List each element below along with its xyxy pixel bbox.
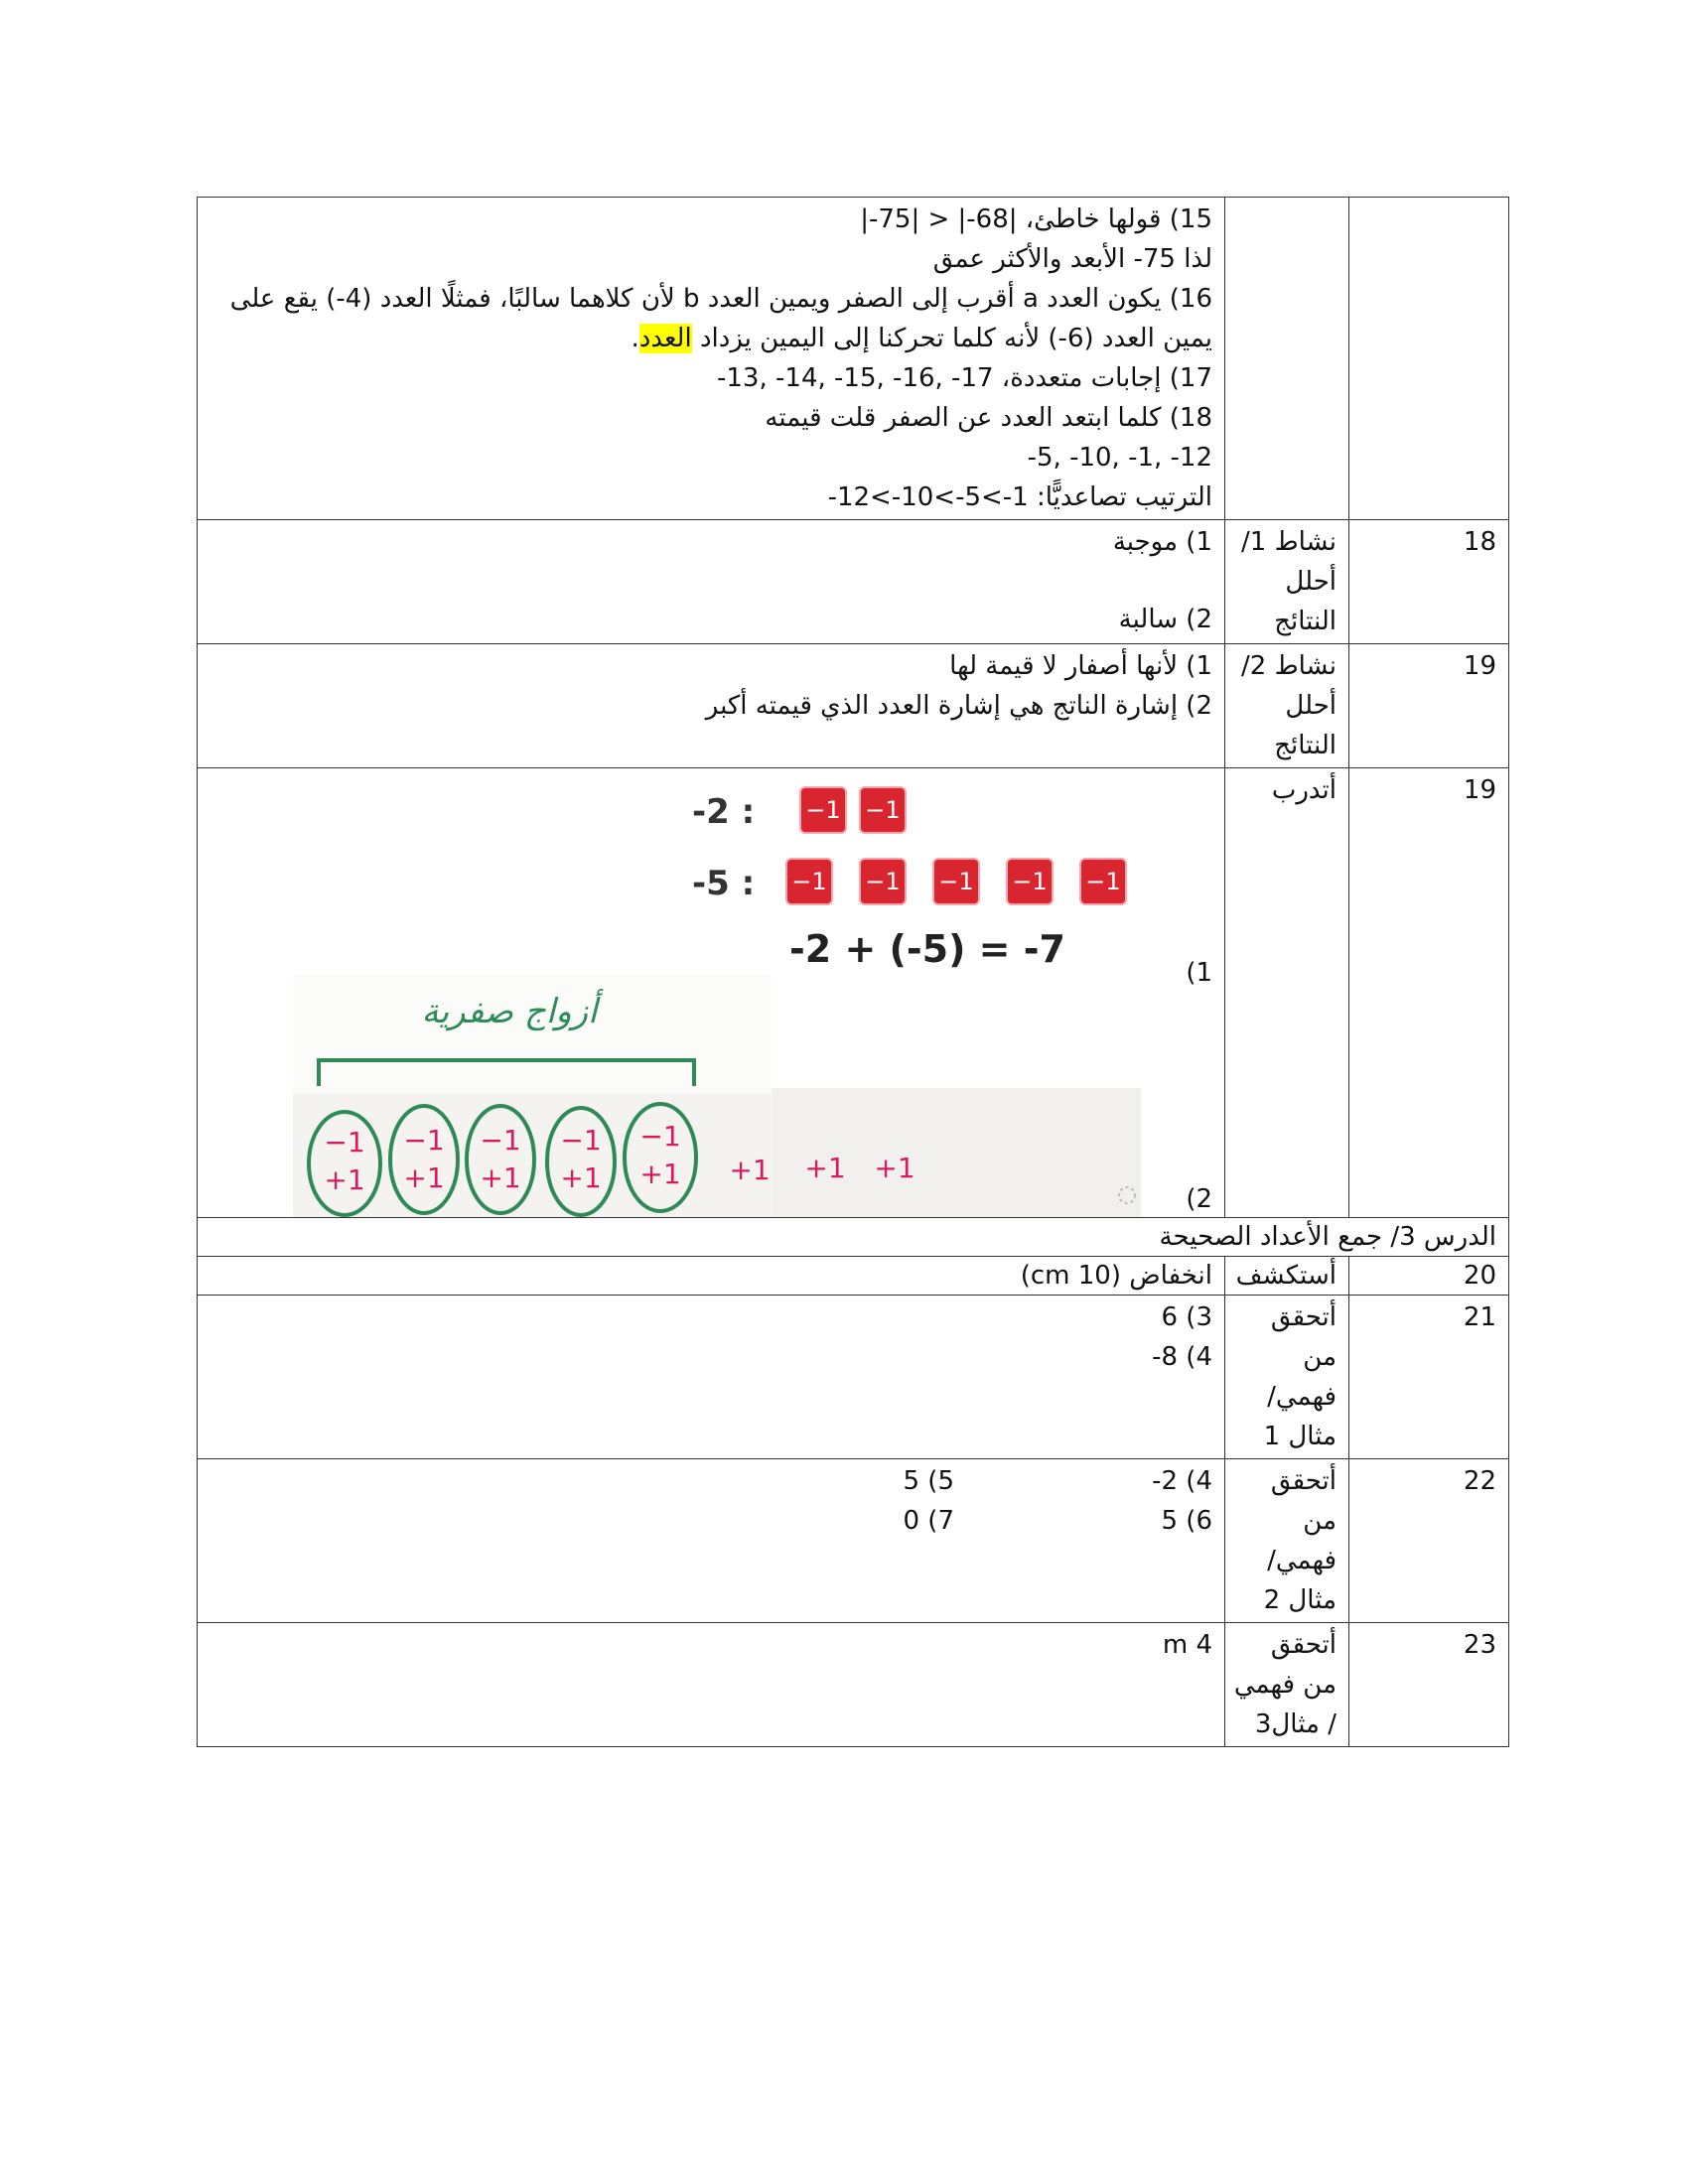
row-number: 20 — [1349, 1257, 1509, 1296]
table-row — [198, 1623, 1509, 1747]
activity-label: أحلل — [1285, 567, 1336, 597]
handwritten-title: أزواج صفرية — [421, 992, 598, 1031]
activity-label: أستكشف — [1235, 1261, 1336, 1291]
negative-tile: −1 — [1081, 860, 1125, 903]
pair-positive: +1 — [639, 1158, 681, 1190]
answer-column — [954, 1461, 1212, 1541]
activity-label: / مثال3 — [1254, 1709, 1336, 1739]
equation: -2 + (-5) = -7 — [789, 927, 1065, 971]
answer-line: 17) إجابات متعددة، 17- ,16- ,15- ,14- ,13- — [717, 363, 1212, 393]
negative-tile: −1 — [1008, 860, 1052, 903]
negative-tile: −1 — [934, 860, 978, 903]
answer-line: 2) إشارة الناتج هي إشارة العدد الذي قيمته أكبر — [705, 691, 1212, 721]
row-number: 19 — [1349, 768, 1509, 1218]
answer-line: 18) كلما ابتعد العدد عن الصفر قلت قيمته — [765, 403, 1212, 433]
answer-line: -5, -10, -1, -12 — [1027, 443, 1212, 473]
table-row — [198, 1296, 1509, 1459]
pair-negative: −1 — [480, 1124, 521, 1157]
row-number-cell — [1349, 198, 1509, 520]
table-row — [198, 644, 1509, 768]
table-row-continuation — [198, 198, 1509, 520]
activity-label: من — [1303, 1342, 1336, 1372]
algebra-tiles-figure — [210, 768, 1212, 1217]
extra-positive: +1 — [804, 1152, 846, 1184]
item-number: (1 — [1186, 958, 1212, 988]
row-number: 21 — [1349, 1296, 1509, 1459]
negative-tile: −1 — [787, 860, 831, 903]
activity-cell — [1225, 768, 1349, 1218]
activity-cell — [1225, 1623, 1349, 1747]
answer-cell — [198, 520, 1225, 644]
handwritten-zero-pairs-photo — [293, 975, 1141, 1217]
answer-cell — [198, 1459, 1225, 1623]
item-number: (2 — [1186, 1184, 1212, 1214]
negative-tile: −1 — [861, 860, 905, 903]
answer-line: 4) 8- — [1152, 1342, 1212, 1372]
pair-negative: −1 — [403, 1124, 445, 1157]
answer-table — [197, 197, 1509, 1747]
pair-positive: +1 — [480, 1161, 521, 1194]
activity-label: نشاط 2/ — [1241, 651, 1336, 681]
table-row — [198, 520, 1509, 644]
answer-cell — [198, 768, 1225, 1218]
row-number: 23 — [1349, 1623, 1509, 1747]
activity-label: من — [1303, 1506, 1336, 1536]
activity-label: أحلل — [1285, 691, 1336, 721]
table-row — [198, 768, 1509, 1218]
activity-label: أتحقق — [1270, 1630, 1336, 1660]
activity-label: النتائج — [1274, 731, 1336, 760]
section-title: الدرس 3/ جمع الأعداد الصحيحة — [198, 1218, 1509, 1257]
answer-line: لذا 75- الأبعد والأكثر عمق — [932, 244, 1212, 274]
activity-label: نشاط 1/ — [1241, 527, 1336, 557]
pair-negative: −1 — [324, 1126, 365, 1159]
tile-label: -2 : — [692, 792, 756, 832]
activity-label: أتحقق — [1270, 1466, 1336, 1496]
tile-label: -5 : — [692, 864, 756, 903]
answer-line: انخفاض (10 cm) — [1020, 1261, 1212, 1291]
table-row — [198, 1459, 1509, 1623]
answer-cell — [198, 1623, 1225, 1747]
answer-column — [696, 1461, 954, 1541]
row-number: 19 — [1349, 644, 1509, 768]
pair-negative: −1 — [560, 1124, 602, 1157]
pair-positive: +1 — [403, 1161, 445, 1194]
row-number: 22 — [1349, 1459, 1509, 1623]
activity-cell — [1225, 644, 1349, 768]
activity-label: من فهمي — [1233, 1670, 1336, 1700]
activity-label: فهمي/ — [1267, 1382, 1336, 1412]
extra-positive: +1 — [729, 1154, 771, 1186]
activity-label: أتحقق — [1270, 1302, 1336, 1332]
activity-label: مثال 1 — [1263, 1422, 1336, 1451]
answer-line: 5) 5 — [903, 1466, 954, 1496]
activity-label: مثال 2 — [1263, 1585, 1336, 1615]
answer-line: 4) 2- — [1152, 1466, 1212, 1496]
answer-line: 1) لأنها أصفار لا قيمة لها — [949, 651, 1212, 681]
answer-line: الترتيب تصاعديًّا: -12<-10<-5<-1 — [827, 482, 1212, 512]
negative-tile: −1 — [801, 788, 845, 832]
answer-line: 16) يكون العدد a أقرب إلى الصفر ويمين العدد b لأن كلاهما سالبًا، فمثلًا العدد (4-) يقع على يمين العدد (6-) لأنه كلما تحركنا إلى اليمين يزداد العدد. — [229, 284, 1212, 353]
answer-cell — [198, 644, 1225, 768]
activity-cell — [1225, 520, 1349, 644]
activity-cell — [1225, 1459, 1349, 1623]
answer-line: 7) 0 — [903, 1506, 954, 1536]
row-number: 18 — [1349, 520, 1509, 644]
highlighted-word: العدد — [638, 324, 692, 353]
activity-cell — [1225, 198, 1349, 520]
answer-line: 4 m — [1162, 1630, 1212, 1660]
answer-line: 3) 6 — [1161, 1302, 1212, 1332]
activity-cell — [1225, 1257, 1349, 1296]
answer-line: 1) موجبة — [1112, 527, 1212, 557]
handwritten-sketch — [293, 975, 1141, 1217]
pair-positive: +1 — [324, 1163, 365, 1196]
negative-tile: −1 — [861, 788, 905, 832]
answer-columns — [210, 1461, 1212, 1541]
answer-line: 15) قولها خاطئ، |-75| > |-68| — [860, 205, 1212, 234]
pair-positive: +1 — [560, 1161, 602, 1194]
answer-cell — [198, 1257, 1225, 1296]
answer-cell — [198, 1296, 1225, 1459]
answer-cell — [198, 198, 1225, 520]
pair-negative: −1 — [639, 1120, 681, 1153]
answer-line: 2) سالبة — [1118, 605, 1212, 634]
extra-positive: +1 — [874, 1152, 915, 1184]
section-row — [198, 1218, 1509, 1257]
activity-cell — [1225, 1296, 1349, 1459]
activity-label: فهمي/ — [1267, 1546, 1336, 1575]
activity-label: أتدرب — [1271, 775, 1336, 805]
activity-label: النتائج — [1274, 607, 1336, 636]
table-row — [198, 1257, 1509, 1296]
answer-line: 6) 5 — [1161, 1506, 1212, 1536]
